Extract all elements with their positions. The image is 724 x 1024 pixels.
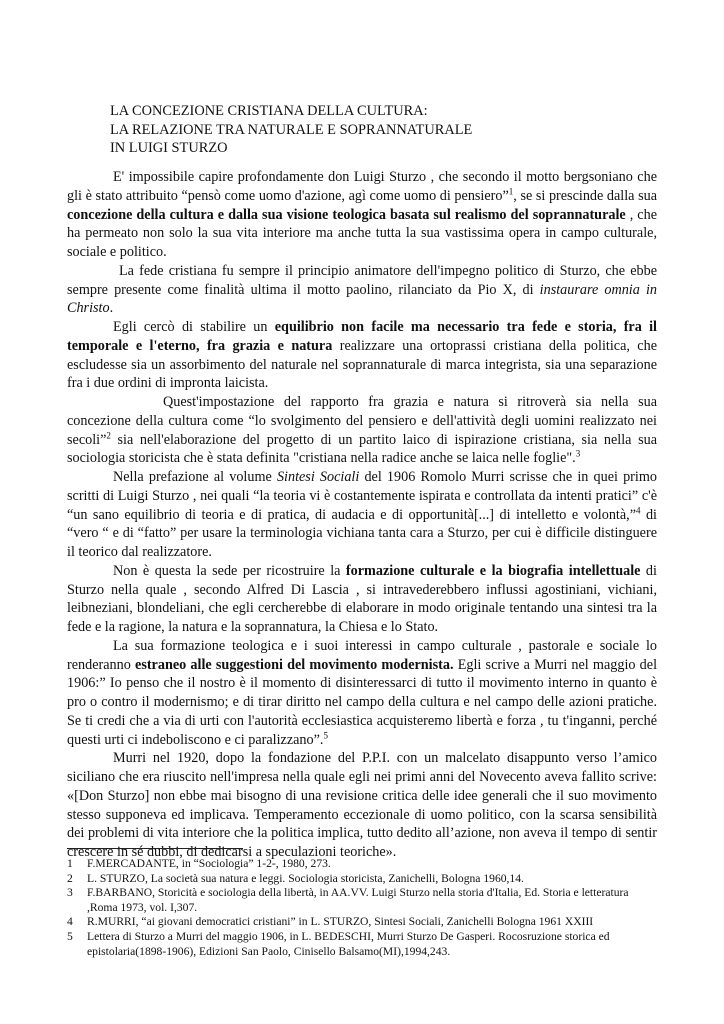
bold-phrase: estraneo alle suggestioni del movimento modernista. [135,656,454,673]
paragraph-text: sia nell'elaborazione del progetto di un partito laico di ispirazione cristiana, sia nella sua sociologia storicista che è stata definita "cristiana nella radice anche se laica nelle foglie". [67,431,657,467]
paragraph-text: del 1906 Romolo Murri scrisse che in quei primo scritti di Luigi Sturzo , nei quali “la teoria vi è costantemente ispirata e controllata da intenti pratici” c'è “un sano equilibrio di teoria e di pratica, di audacia e di opportunità[...] di intelletto e volontà,” [67,469,657,523]
paragraph-text: E' impossibile capire profondamente don Luigi Sturzo , che secondo il motto bergsoniano che gli è stato attribuito “pensò come uomo d'azione, agì come uomo di pensiero” [67,169,657,204]
footnotes [67,857,647,959]
footnote-ref-4[interactable]: 4 [636,504,641,515]
bold-phrase: equilibrio non facile ma necessario tra fede e storia, fra il temporale e l'eterno, fra grazia e natura [67,319,657,354]
title-line-1: LA CONCEZIONE CRISTIANA DELLA CULTURA: [110,103,428,119]
footnote-text: Lettera di Sturzo a Murri del maggio 1906, in L. BEDESCHI, Murri Sturzo De Gasperi. Rocosruzione storica ed epistolaria(1898-1906), Edizioni San Paolo, Cinisello Balsamo(MI),1994,243. [87,929,610,958]
paragraph-text: , se si prescinde dalla sua [513,187,658,204]
paragraph-4 [67,393,657,468]
paragraph-text: di “vero “ e di “fatto” per usare la terminologia vichiana tanta cara a Sturzo, per cui è difficile distinguere il teorico dal realizzatore. [67,506,657,560]
footnote-ref-2[interactable]: 2 [106,429,111,440]
italic-phrase: instaurare omnia in Christo [67,281,657,317]
footnote-4 [67,915,647,930]
title-line-2: LA RELAZIONE TRA NATURALE E SOPRANNATURALE [110,121,473,138]
bold-phrase: concezione della cultura e dalla sua visione teologica basata sul realismo del soprannaturale [67,206,626,223]
paragraph-2 [67,262,657,318]
footnote-separator [67,848,243,849]
paragraph-text: . [109,300,114,317]
footnote-number: 2 [67,871,73,885]
paragraph-text: La fede cristiana fu sempre il principio animatore dell'impegno politico di Sturzo, che ebbe sempre presente come finalità ultima il motto paolino, rilanciato da Pio X, di [67,262,657,298]
paragraph-text: realizzare una ortoprassi cristiana della politica, che escludesse sia un assorbimento del naturale nel soprannaturale di marca integrista, sia una separazione fra i due ordini di impronta laicista. [67,337,657,392]
paragraph-text: Nella prefazione al volume [113,469,277,485]
footnote-number: 1 [67,857,73,870]
italic-phrase: Sintesi Sociali [276,469,360,485]
footnote-ref-3[interactable]: 3 [575,448,581,459]
paragraph-text: Quest'impostazione del rapporto fra grazia e natura si ritroverà sia nella sua concezione della cultura come “lo svolgimento del pensiero e dell'attività degli uomini realizzato nei secoli” [67,394,657,448]
paragraph-6 [67,562,657,637]
footnote-1 [67,857,647,872]
footnote-text: F.MERCADANTE, in “Sociologia” 1-2-, 1980, 273. [87,857,331,870]
footnote-ref-5[interactable]: 5 [323,729,328,740]
footnote-3 [67,886,647,915]
bold-phrase: formazione culturale e la biografia intellettuale [345,562,641,579]
footnote-text: L. STURZO, La società sua natura e leggi. Sociologia storicista, Zanichelli, Bologna 1960,14. [87,871,524,885]
paragraph-text: Murri nel 1920, dopo la fondazione del P.P.I. con un malcelato disappunto verso l’amico siciliano che era riuscito nell'impresa nella quale egli nei primi anni del Novecento aveva fallito scrive: «[Don Sturzo] non ebbe mai bisogno di una revisione critica delle idee generali che il suo movimento stesso supponeva ed implicava. Temperamento eccezionale di uomo politico, con la scarsa sensibilità dei problemi di vita interiore che la politica implica, tutto dedito all’azione, non aveva il tempo di sentir crescere in sé dubbi, di dedicarsi a speculazioni teoriche». [67,750,657,860]
paragraph-text: La sua formazione teologica e i suoi interessi in campo culturale , pastorale e sociale lo renderanno [67,637,657,673]
paragraph-1 [67,168,657,262]
paragraph-text: di Sturzo nella quale , secondo Alfred Di Lascia , si intravederebbero influssi agostiniani, vichiani, leibneziani, blondeliani, che egli cercherebbe di elaborare in modo originale tentando una sintesi tra la fede e la ragione, la natura e la soprannatura, la Chiesa e lo Stato. [67,562,657,635]
body-text [67,168,657,862]
footnote-text: F.BARBANO, Storicità e sociologia della libertà, in AA.VV. Luigi Sturzo nella storia d'Italia, Ed. Storia e letteratura ,Roma 1973, vol. I,307. [87,886,629,914]
title-line-3: IN LUIGI STURZO [110,140,228,156]
paragraph-5 [67,468,657,562]
paragraph-3 [67,318,657,393]
paragraph-text: , che ha permeato non solo la sua vita interiore ma anche tutta la sua vastissima opera in campo culturale, sociale e politico. [67,206,657,260]
paragraph-8 [67,749,657,862]
paragraph-text: Egli cercò di stabilire un [113,319,275,335]
footnote-number: 4 [67,915,73,929]
footnote-text: R.MURRI, “ai giovani democratici cristiani” in L. STURZO, Sintesi Sociali, Zanichelli Bologna 1961 XXIII [87,915,594,929]
paragraph-text: Egli scrive a Murri nel maggio del 1906:” Io penso che il nostro è il momento di disinteressarci di tutto il movimento interno in quanto è pro o contro il modernismo; e di tirar diritto nel campo della cultura e nel campo delle azioni pratiche. Se ti credi che a via di urti con l'autorità ecclesiastica acquisteremo libertà e forza , tu t'inganni, perché questi urti ci indeboliscono e ci paralizzano”. [67,656,658,748]
footnote-number: 5 [67,929,73,943]
paragraph-7 [67,637,657,750]
footnote-ref-1[interactable]: 1 [508,186,514,197]
footnote-5 [67,930,647,959]
document-title [110,102,472,158]
footnote-number: 3 [67,886,73,900]
paragraph-text: Non è questa la sede per ricostruire la [113,562,346,579]
footnote-2 [67,872,647,887]
